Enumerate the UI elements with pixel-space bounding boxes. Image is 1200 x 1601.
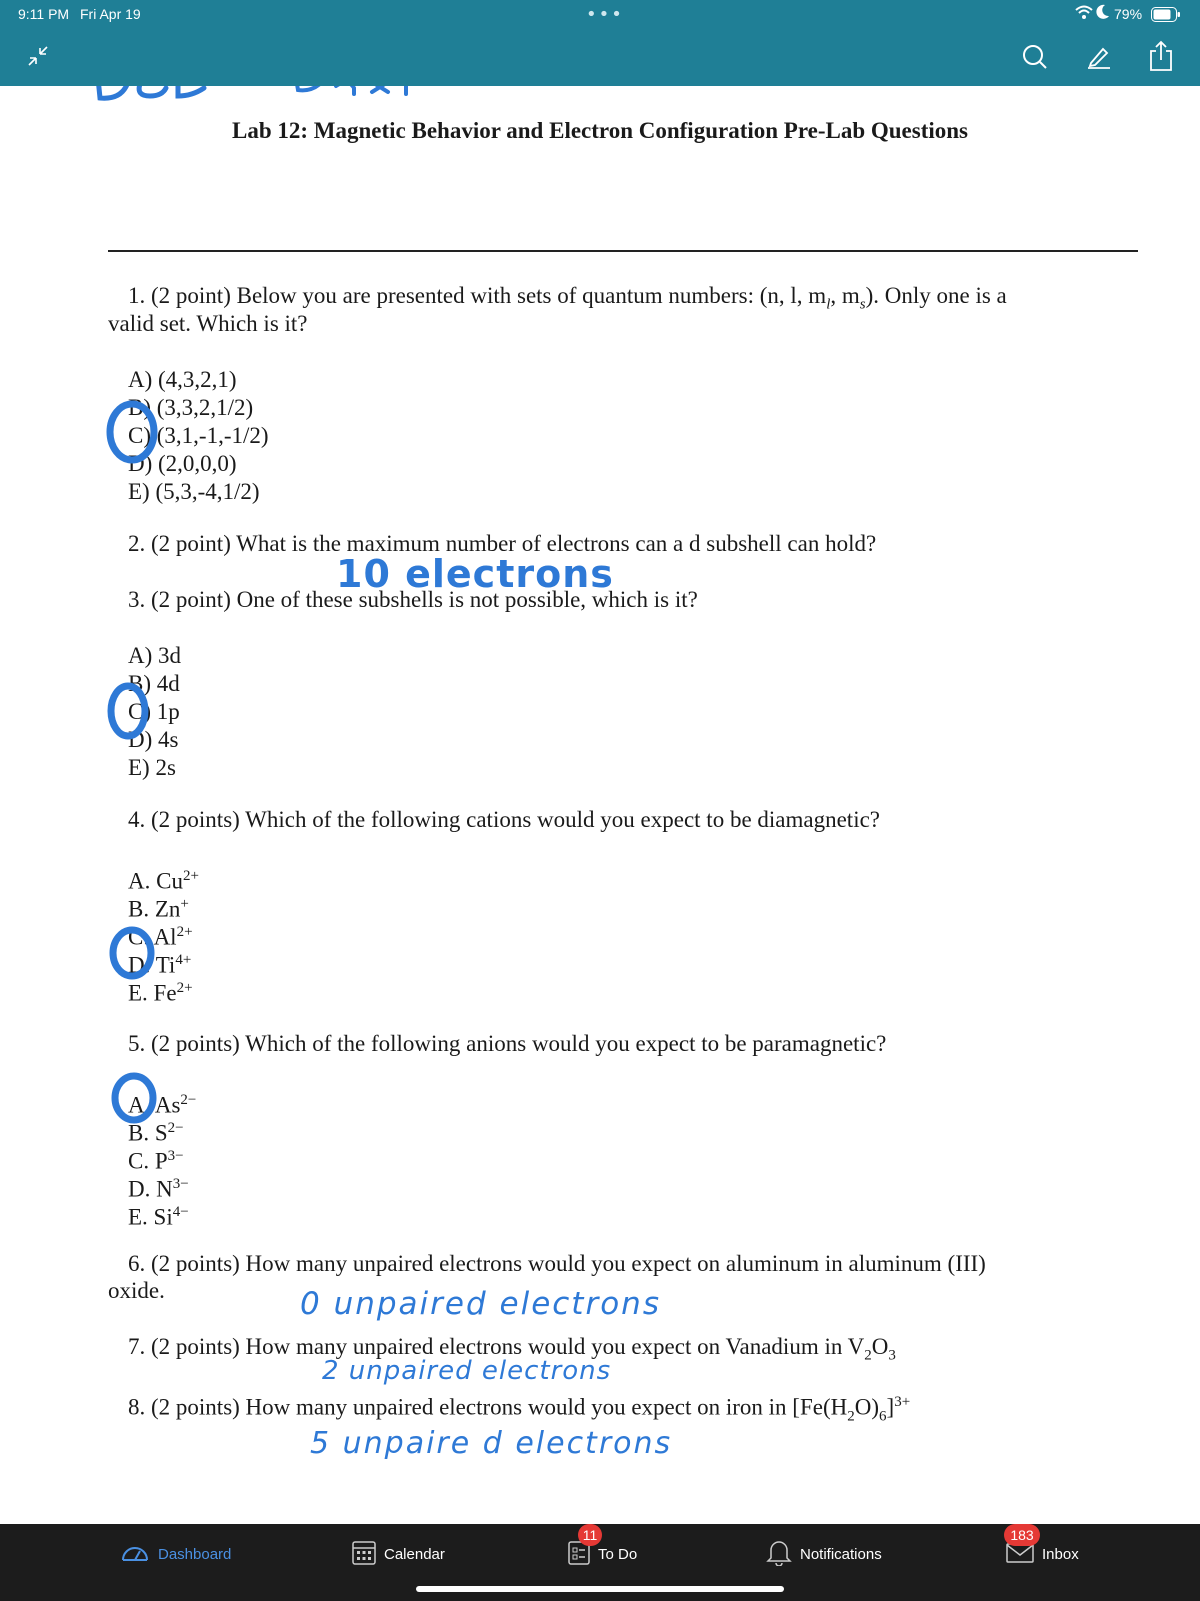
q1-option-e: E) (5,3,-4,1/2) bbox=[128, 479, 260, 504]
question-1-line2: valid set. Which is it? bbox=[108, 311, 308, 336]
question-8: 8. (2 points) How many unpaired electrons would you expect on iron in $[Fe(H_2O)_6]^{3+}$ bbox=[128, 1394, 911, 1425]
q3-option-a: A) 3d bbox=[128, 643, 182, 668]
question-6-line2: oxide. bbox=[108, 1278, 165, 1303]
handwritten-answer-q2: 10 electrons bbox=[336, 552, 614, 596]
q5-option-a: A. $As^{2-}$ bbox=[128, 1092, 197, 1118]
tab-notifications[interactable] bbox=[766, 1524, 882, 1584]
q1-option-c: C) (3,1,-1,-1/2) bbox=[128, 423, 269, 448]
handwritten-answer-q6: 0 unpaired electrons bbox=[300, 1286, 661, 1322]
question-4: 4. (2 points) Which of the following cations would you expect to be diamagnetic? bbox=[128, 807, 881, 832]
status-time: 9:11 PM bbox=[18, 6, 70, 22]
handwriting-scribble-top bbox=[92, 86, 422, 104]
q3-option-c: C) 1p bbox=[128, 699, 180, 724]
wifi-icon bbox=[1075, 4, 1093, 25]
tab-notifications-label: Notifications bbox=[800, 1545, 882, 1563]
dashboard-icon bbox=[120, 1541, 150, 1567]
todo-badge: 11 bbox=[578, 1524, 602, 1546]
q1-option-a: A) (4,3,2,1) bbox=[128, 367, 237, 392]
tab-inbox-label: Inbox bbox=[1042, 1545, 1079, 1563]
annotate-pen-icon[interactable] bbox=[1086, 44, 1112, 75]
status-date: Fri Apr 19 bbox=[80, 6, 141, 22]
tab-calendar[interactable] bbox=[352, 1524, 445, 1584]
tab-dashboard-label: Dashboard bbox=[158, 1545, 232, 1563]
battery-icon bbox=[1151, 7, 1181, 27]
app-toolbar bbox=[0, 0, 1200, 86]
q5-option-d: D. $N^{3-}$ bbox=[128, 1176, 189, 1202]
document-page[interactable] bbox=[0, 86, 1200, 1524]
answer-circle-q1 bbox=[104, 396, 166, 468]
q3-option-e: E) 2s bbox=[128, 755, 176, 780]
share-icon[interactable] bbox=[1148, 40, 1174, 77]
q4-option-c: C. $Al^{2+}$ bbox=[128, 924, 193, 950]
collapse-icon[interactable] bbox=[26, 44, 50, 73]
question-6: 6. (2 points) How many unpaired electrons would you expect on aluminum in aluminum (III) bbox=[128, 1251, 986, 1276]
q5-option-e: E. $Si^{4-}$ bbox=[128, 1204, 189, 1230]
q5-option-c: C. $P^{3-}$ bbox=[128, 1148, 184, 1174]
q4-option-b: B. Zn+ bbox=[128, 896, 189, 922]
search-icon[interactable] bbox=[1022, 44, 1048, 75]
question-1: 1. (2 point) Below you are presented with sets of quantum numbers: (n, l, $m_l$, $m_s$). Only one is a bbox=[128, 283, 1007, 313]
q3-option-b: B) 4d bbox=[128, 671, 180, 696]
q1-option-b: B) (3,3,2,1/2) bbox=[128, 395, 254, 420]
q3-option-d: D) 4s bbox=[128, 727, 179, 752]
tab-dashboard[interactable] bbox=[120, 1524, 231, 1584]
calendar-icon bbox=[352, 1539, 376, 1569]
page-title: Lab 12: Magnetic Behavior and Electron Configuration Pre-Lab Questions bbox=[231, 118, 969, 143]
bell-icon bbox=[766, 1538, 792, 1570]
inbox-badge: 183 bbox=[1004, 1524, 1040, 1546]
question-5: 5. (2 points) Which of the following anions would you expect to be paramagnetic? bbox=[128, 1031, 887, 1056]
q5-option-b: B. $S^{2-}$ bbox=[128, 1120, 184, 1146]
question-3: 3. (2 point) One of these subshells is not possible, which is it? bbox=[128, 587, 698, 612]
tab-calendar-label: Calendar bbox=[384, 1545, 445, 1563]
title-divider bbox=[108, 250, 1138, 252]
handwritten-answer-q7: 2 unpaired electrons bbox=[322, 1356, 612, 1386]
multitask-dots-icon[interactable]: ••• bbox=[586, 4, 624, 25]
q1-option-d: D) (2,0,0,0) bbox=[128, 451, 237, 476]
q4-option-e: E. $Fe^{2+}$ bbox=[128, 980, 193, 1006]
answer-circle-q3 bbox=[104, 678, 152, 744]
question-2: 2. (2 point) What is the maximum number of electrons can a d subshell can hold? bbox=[128, 531, 877, 556]
answer-circle-q4 bbox=[106, 922, 158, 984]
tab-todo-label: To Do bbox=[598, 1545, 638, 1563]
answer-circle-q5 bbox=[108, 1068, 160, 1128]
handwritten-answer-q8: 5 unpaire d electrons bbox=[310, 1426, 673, 1461]
battery-percent: 79% bbox=[1114, 6, 1143, 22]
q4-option-d: D. $Ti^{4+}$ bbox=[128, 952, 192, 978]
moon-icon bbox=[1096, 4, 1110, 25]
bottom-tab-bar bbox=[0, 1524, 1200, 1601]
question-7: 7. (2 points) How many unpaired electrons would you expect on Vanadium in $V_2O_3$ bbox=[128, 1334, 896, 1364]
home-indicator[interactable] bbox=[416, 1586, 784, 1592]
q4-option-a: A. $Cu^{2+}$ bbox=[128, 868, 199, 894]
